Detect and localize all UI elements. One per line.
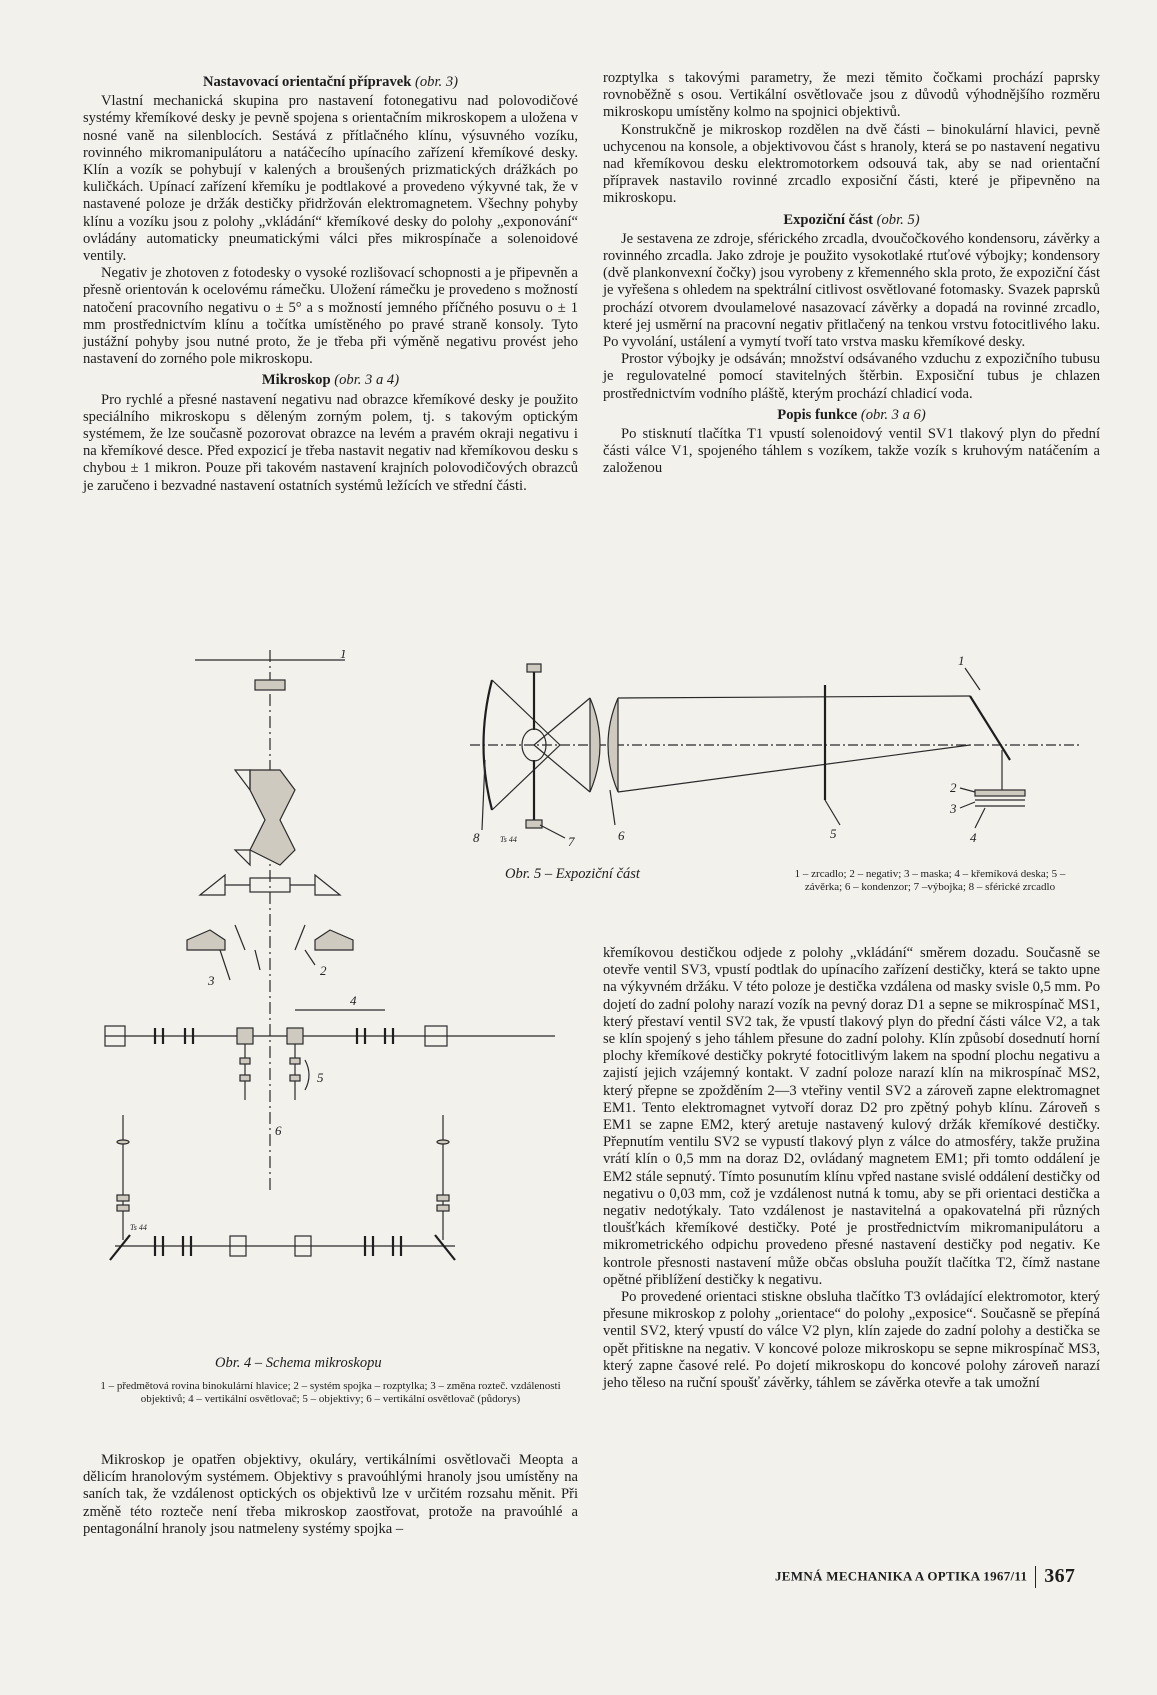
- paragraph: Mikroskop je opatřen objektivy, okuláry, vertikálními osvětlovači Meopta a dělicím hranolovým systémem. Objektivy s pravoúhlými hranoly jsou umístěny na saních tak, že vzdálenost optických os objektivů lze v určitém rozsahu měnit. Při změně této rozteče není třeba mikroskop zaostřovat, protože na pravoúhlé a pentagonální hranoly jsou natmeleny systémy spojka –: [83, 1452, 578, 1537]
- paragraph: Negativ je zhotoven z fotodesky o vysoké rozlišovací schopnosti a je připevněn a přesně orientován k ocelovému rámečku. Uložení rámečku je provedeno s možností natočení pracovního negativu o ± 5° a s možností jemného příčného posuvu o ± 1 mm prostřednictvím klínu a točítka umístěného po pravé straně konsoly. Tyto justážní pohyby jsou nutné proto, že je třeba při výměně negativu provést jeho nastavení do zorného pole mikroskopu.: [83, 265, 578, 368]
- right-column: [603, 70, 1100, 478]
- left-column-continued: [83, 1452, 578, 1538]
- left-column: [83, 70, 578, 495]
- figure-5-label: 2: [950, 780, 957, 795]
- journal-name: JEMNÁ MECHANIKA A OPTIKA 1967/11: [775, 1568, 1028, 1584]
- section-heading-exposure: Expoziční část (obr. 5): [783, 211, 920, 228]
- figure-5-label: 7: [568, 834, 575, 849]
- paragraph: Prostor výbojky je odsáván; množství odsávaného vzduchu z expozičního tubusu je regulovatelné pomocí stavitelných štěrbin. Exposiční tubus je chlazen prostřednictvím vodního pláště, kterým prochází chladicí voda.: [603, 351, 1100, 402]
- paragraph: Konstrukčně je mikroskop rozdělen na dvě části – binokulární hlavici, pevně uchycenou na konsole, a objektivovou část s hranoly, která se po nastavení negativu nad křemíkovou desku elektromotorkem odsouvá tak, aby se nad orientační přípravek nastavilo rovinné zrcadlo exposiční části, které je připevněno na mikroskopu.: [603, 121, 1100, 207]
- right-column-continued: [603, 945, 1100, 1392]
- figure-4-label: 3: [208, 973, 215, 988]
- figure-5-label: 5: [830, 826, 837, 841]
- figure-4-label: 4: [350, 993, 357, 1008]
- figure-4-label: 2: [320, 963, 327, 978]
- section-heading-orientation: Nastavovací orientační přípravek (obr. 3): [203, 74, 458, 90]
- figure-5-label: 3: [950, 801, 957, 816]
- figure-4-microscope-diagram: [95, 650, 585, 1340]
- figure-5-label: 1: [958, 653, 965, 668]
- figure-4-stamp: Ts 44: [130, 1223, 147, 1232]
- figure-5-label: 4: [970, 830, 977, 845]
- figure-5-label: 8: [473, 830, 480, 845]
- page-number: 367: [1044, 1565, 1076, 1587]
- figure-5-label: 6: [618, 828, 625, 843]
- paragraph: křemíkovou destičkou odjede z polohy „vkládání“ směrem dozadu. Současně se otevře ventil SV3, vpustí podtlak do upínacího zařízení destičky, která se takto upne na výkyvném držáku. V této poloze je destička vzdálena od masky svisle 0,5 mm. Po dojetí do zadní polohy narazí vozík na pevný doraz D1 a sepne se mikrospínač MS1, který přestaví ventil SV2 tak, že vpustí tlakový plyn do přední části válce V2, a tak se klín spojený s jeho táhlem přesune do zadní polohy. Klín způsobí dosednutí horní plochy křemíkové destičky pokryté fotocitlivým lakem na spodní plochu negativu a zajistí jejich vzájemný kontakt. V zadní poloze narazí klín na mikrospínač MS2, který přepne se zpožděním 2—3 vteřiny ventil SV2 a zároveň zapne elektromagnet EM1. Tento elektromagnet vytvoří doraz D2 pro zpětný pohyb klínu. Zároveň s EM1 se zapne EM2, který aretuje nastavený kulový držák křemíkové destičky. Přepnutím ventilu SV2 se vypustí tlakový plyn z válce do atmosféry, takže pružina vrátí klín o 0,5 mm na doraz D2, ovládaný magnetem EM1; při tomto oddálení je EM2 stále sepnutý. Tímto posunutím klínu vpřed nastane svislé oddálení destičky od negativu o 0,03 mm, což je vzdálenost nutná k tomu, aby se při orientaci destička a negativ nedotýkaly. Tato vzdálenost je nastavitelná a opakovatelná při různých tloušťkách křemíkové destičky. Poté je prostřednictvím mikromanipulátoru a mikrometrického odpichu provedeno přesné nastavení destičky pod negativ. Ke kontrole přesnosti nastavení může občas obsluha použít tlačítka T2, čímž nastane opětné přiblížení destičky k negativu.: [603, 945, 1100, 1288]
- page-footer: [775, 1565, 1105, 1588]
- figure-4-label: 6: [275, 1123, 282, 1138]
- paragraph: Vlastní mechanická skupina pro nastavení fotonegativu nad polovodičové systémy křemíkové desky je pevně spojena s orientačním mikroskopem a uložena v nosné vaně na silenblocích. Sestává z přítlačného klínu, výsuvného vozíku, rovinného mikromanipulátoru a natáčecího upínacího zařízení křemíkové desky. Klín a vozík se pohybují v kalených a broušených prizmatických drážkách po kuličkách. Upínací zařízení křemíku je podtlakové a provedeno výkyvné tak, že v nastavené poloze je držák destičky přidržován elektromagnetem. Všechny pohyby klínu a vozíku jsou z polohy „vkládání“ křemíkové desky do polohy „exponování“ ovládány automaticky pneumatickými válci přes mikrospínače a solenoidové ventily.: [83, 93, 578, 265]
- figure-5-legend: 1 – zrcadlo; 2 – negativ; 3 – maska; 4 – křemíková deska; 5 – závěrka; 6 – kondenzor; 7 –výbojka; 8 – sférické zrcadlo: [794, 868, 1066, 893]
- paragraph: Pro rychlé a přesné nastavení negativu nad obrazce křemíkové desky je použito speciálního mikroskopu s děleným zorným polem, tj. s takovým optickým systémem, že lze současně pozorovat obrazce na levém a pravém okraji negativu i na křemíkové desce. Před expozicí je třeba nastavit negativ nad křemíkovou desku s chybou ± 1 mikron. Pouze při takovém nastavení krajních polovodičových obrazců je zaručeno i bezvadné nastavení ostatních systémů ležících ve střední části.: [83, 391, 578, 494]
- paragraph: Po stisknutí tlačítka T1 vpustí solenoidový ventil SV1 tlakový plyn do přední části válce V1, spojeného táhlem s vozíkem, takže vozík s kruhovým natáčením a založenou: [603, 426, 1100, 477]
- figure-4-legend: 1 – předmětová rovina binokulární hlavice; 2 – systém spojka – rozptylka; 3 – změna rozteč. vzdálenosti objektivů; 4 – vertikální osvětlovač; 5 – objektivy; 6 – vertikální osvětlovač (půdorys): [100, 1380, 561, 1405]
- paragraph: Po provedené orientaci stiskne obsluha tlačítko T3 ovládající elektromotor, který přesune mikroskop z polohy „orientace“ do polohy „exposice“. Současně se přepíná ventil SV2, který vpustí do válce V2 plyn, klín zajede do zadní polohy a destička se opět přitiskne na negativ. V koncové poloze mikroskopu se sepne mikrospínač MS3, který zapne časové relé. Po dojetí mikroskopu do koncové polohy zároveň narazí jeho těleso na ruční spoušť závěrky, táhlem se závěrka otevře a tak umožní: [603, 1289, 1100, 1392]
- figure-4-label: 5: [317, 1070, 324, 1085]
- paragraph: rozptylka s takovými parametry, že mezi těmito čočkami prochází paprsky rovnoběžně s osou. Vertikální osvětlovače jsou z důvodů výhodnějšího rozměru mikroskopu umístěny kolmo na spojnici objektivů.: [603, 70, 1100, 121]
- paragraph: Je sestavena ze zdroje, sférického zrcadla, dvoučočkového kondensoru, závěrky a rovinného zrcadla. Jako zdroje je použito vysokotlaké rtuťové výbojky; kondensory (dvě plankonvexní čočky) jsou vyrobeny z křemenného skla proto, že expoziční část je vyřešena s ohledem na spektrální citlivost osvětlované fotomasky. Svazek paprsků prochází otvorem dvoulamelové nasazovací závěrky a dopadá na rovinné zrcadlo, které jej usměrní na pracovní negativ přitlačený na tenkou vrstvu fotocitlivého laku. Po vyvolání, ustálení a vymytí tvoří tato vrstva masku křemíkové desky.: [603, 230, 1100, 351]
- section-heading-function: Popis funkce (obr. 3 a 6): [777, 406, 926, 423]
- figure-5-title: Obr. 5 – Expoziční část: [505, 866, 640, 882]
- figure-4-title: Obr. 4 – Schema mikroskopu: [215, 1355, 382, 1371]
- figure-5-stamp: Ts 44: [500, 835, 517, 844]
- figure-4-label: 1: [340, 650, 347, 661]
- section-heading-microscope: Mikroskop (obr. 3 a 4): [261, 372, 400, 389]
